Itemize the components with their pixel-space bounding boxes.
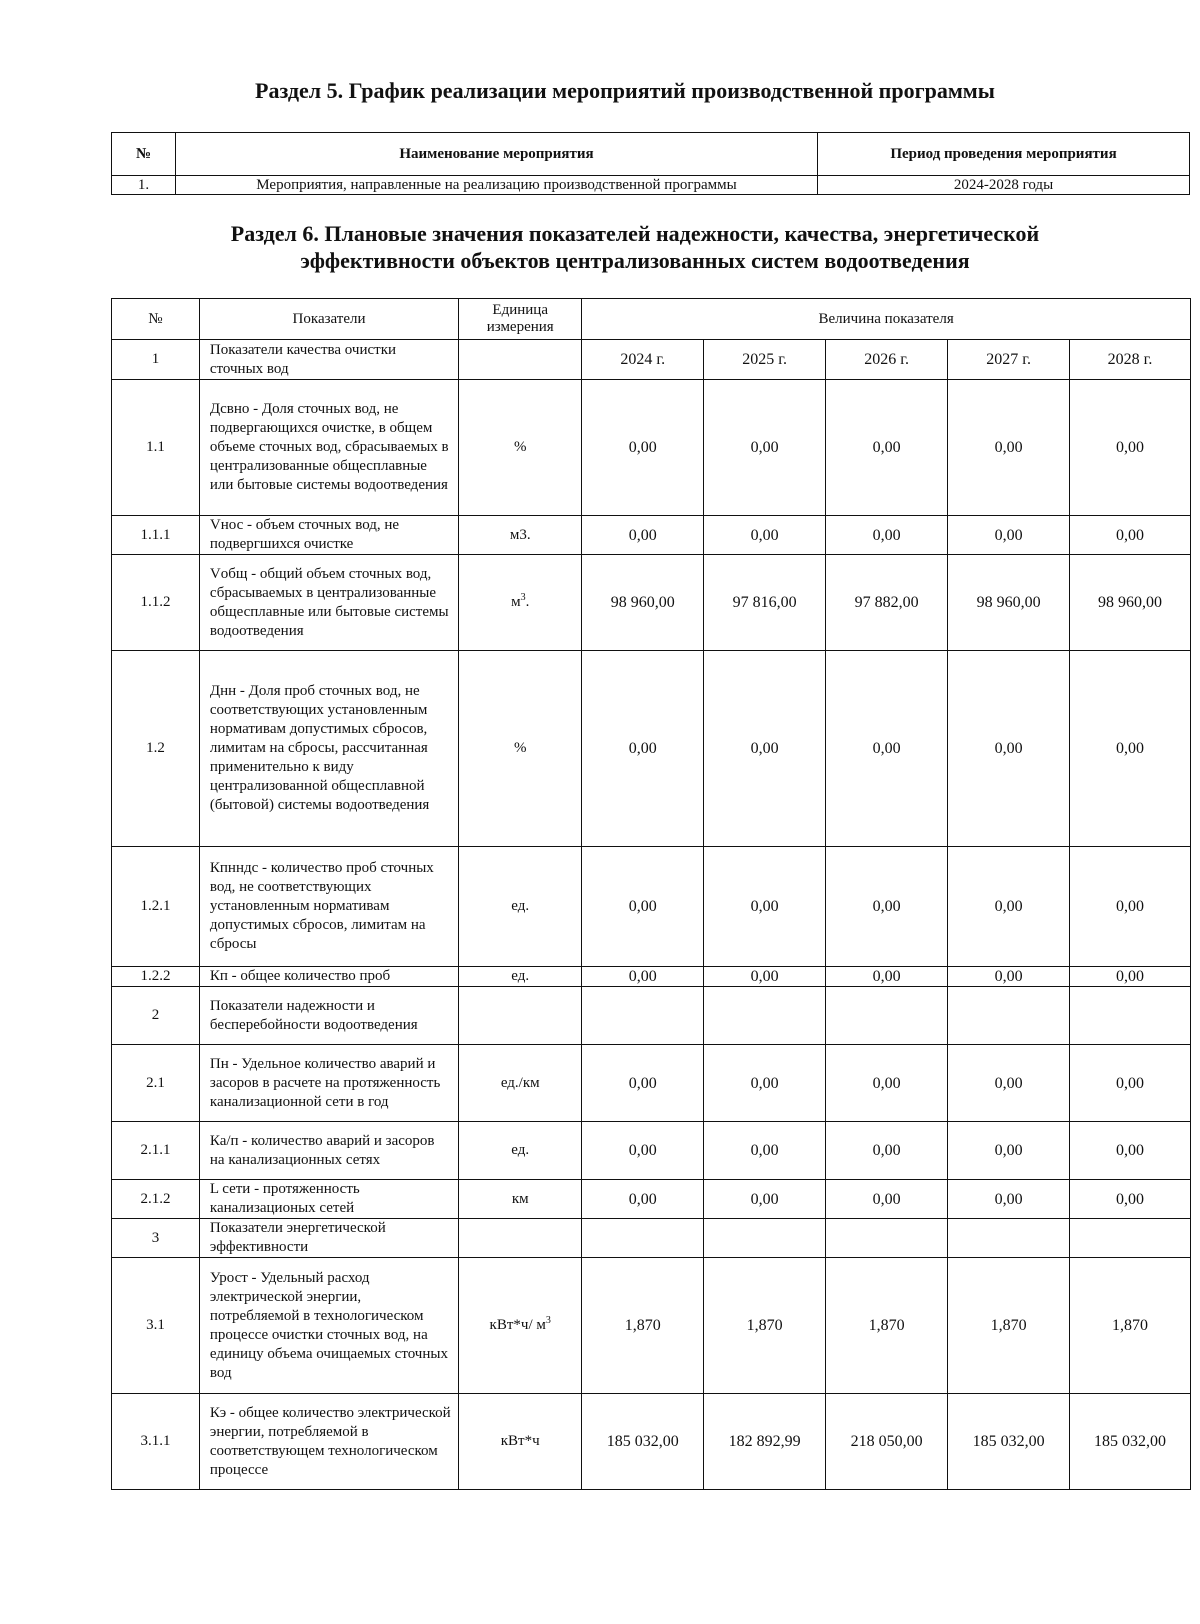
value-cell: 0,00 bbox=[704, 651, 826, 847]
value-cell: 0,00 bbox=[826, 380, 948, 516]
indicator-name: Vнос - объем сточных вод, не подвергшихся очистке bbox=[199, 516, 458, 555]
value-cell: 218 050,00 bbox=[826, 1394, 948, 1490]
unit-cell bbox=[459, 847, 582, 967]
table-row bbox=[112, 1045, 1191, 1122]
section6-header-row bbox=[112, 299, 1191, 340]
indicator-name: Пн - Удельное количество аварий и засоров в расчете на протяженность канализационной сети в год bbox=[199, 1045, 458, 1122]
table-row bbox=[112, 1219, 1191, 1258]
value-cell: 1,870 bbox=[704, 1258, 826, 1394]
value-cell bbox=[826, 987, 948, 1045]
indicator-name: Показатели надежности и бесперебойности водоотведения bbox=[199, 987, 458, 1045]
table-row bbox=[112, 987, 1191, 1045]
indicator-name: Днн - Доля проб сточных вод, не соответствующих установленным нормативам допустимых сбросов, лимитам на сбросы, рассчитанная применительно к виду централизованной общесплавной (бытовой) системы водоотведения bbox=[199, 651, 458, 847]
section5-cell-num: 1. bbox=[112, 176, 176, 195]
section5-cell-period: 2024-2028 годы bbox=[818, 176, 1190, 195]
value-cell: 97 882,00 bbox=[826, 555, 948, 651]
value-cell: 0,00 bbox=[948, 847, 1070, 967]
unit-cell bbox=[459, 1180, 582, 1219]
value-cell: 0,00 bbox=[1070, 380, 1191, 516]
value-cell: 0,00 bbox=[948, 651, 1070, 847]
section6-header-value: Величина показателя bbox=[582, 299, 1191, 340]
unit-cell bbox=[459, 987, 582, 1045]
table-row bbox=[112, 967, 1191, 987]
value-cell: 98 960,00 bbox=[948, 555, 1070, 651]
value-cell: 0,00 bbox=[582, 651, 704, 847]
value-cell: 0,00 bbox=[582, 1045, 704, 1122]
table-row bbox=[112, 176, 1190, 195]
unit-text: кВт*ч bbox=[500, 1433, 540, 1449]
row-number: 1.1 bbox=[112, 380, 200, 516]
indicator-name: Урост - Удельный расход электрической энергии, потребляемой в технологическом процессе очистки сточных вод, на единицу объема очищаемых сточных вод bbox=[199, 1258, 458, 1394]
value-cell: 1,870 bbox=[948, 1258, 1070, 1394]
row-number: 2.1.1 bbox=[112, 1122, 200, 1180]
unit-text: ед. bbox=[511, 1142, 530, 1158]
value-cell bbox=[826, 1219, 948, 1258]
value-cell: 185 032,00 bbox=[1070, 1394, 1191, 1490]
row-number: 2 bbox=[112, 987, 200, 1045]
value-cell: 0,00 bbox=[948, 967, 1070, 987]
table-row bbox=[112, 340, 1191, 380]
section6-table-body bbox=[112, 340, 1191, 1490]
indicator-name: Кпнндс - количество проб сточных вод, не соответствующих установленным нормативам допустимых сбросов, лимитам на сбросы bbox=[199, 847, 458, 967]
table-row bbox=[112, 847, 1191, 967]
value-cell: 1,870 bbox=[582, 1258, 704, 1394]
value-cell: 0,00 bbox=[704, 1180, 826, 1219]
unit-text: м3. bbox=[509, 526, 531, 543]
value-cell: 0,00 bbox=[582, 847, 704, 967]
row-number: 1 bbox=[112, 340, 200, 380]
value-cell: 0,00 bbox=[826, 1122, 948, 1180]
table-row bbox=[112, 1258, 1191, 1394]
value-cell: 1,870 bbox=[1070, 1258, 1191, 1394]
value-cell bbox=[948, 987, 1070, 1045]
value-cell bbox=[582, 1219, 704, 1258]
value-cell: 0,00 bbox=[826, 967, 948, 987]
value-cell: 0,00 bbox=[704, 516, 826, 555]
value-cell: 0,00 bbox=[1070, 1180, 1191, 1219]
unit-cell bbox=[459, 340, 582, 380]
section6-title-line2: эффективности объектов централизованных систем водоотведения bbox=[300, 248, 970, 273]
section5-header-name: Наименование мероприятия bbox=[176, 133, 818, 176]
table-row bbox=[112, 1394, 1191, 1490]
table-row bbox=[112, 516, 1191, 555]
value-cell: 0,00 bbox=[826, 1180, 948, 1219]
unit-text: км bbox=[511, 1190, 529, 1207]
value-cell: 98 960,00 bbox=[582, 555, 704, 651]
indicator-name: Vобщ - общий объем сточных вод, сбрасываемых в централизованные общесплавные или бытовые системы водоотведения bbox=[199, 555, 458, 651]
unit-text: ед. bbox=[511, 968, 530, 984]
unit-suffix: . bbox=[525, 594, 530, 610]
value-cell: 0,00 bbox=[582, 1180, 704, 1219]
unit-text: % bbox=[513, 740, 527, 756]
value-cell: 2024 г. bbox=[582, 340, 704, 380]
indicator-name: Показатели энергетической эффективности bbox=[199, 1219, 458, 1258]
value-cell: 0,00 bbox=[948, 1122, 1070, 1180]
table-row bbox=[112, 380, 1191, 516]
value-cell: 0,00 bbox=[582, 380, 704, 516]
section5-title: Раздел 5. График реализации мероприятий производственной программы bbox=[255, 78, 995, 103]
unit-text: ед. bbox=[511, 898, 530, 914]
value-cell: 97 816,00 bbox=[704, 555, 826, 651]
value-cell: 0,00 bbox=[826, 516, 948, 555]
value-cell: 0,00 bbox=[1070, 847, 1191, 967]
unit-cell bbox=[459, 1394, 582, 1490]
row-number: 3.1.1 bbox=[112, 1394, 200, 1490]
value-cell: 2026 г. bbox=[826, 340, 948, 380]
unit-superscript: 3 bbox=[545, 1315, 551, 1326]
value-cell: 0,00 bbox=[704, 380, 826, 516]
value-cell bbox=[582, 987, 704, 1045]
value-cell: 0,00 bbox=[582, 516, 704, 555]
section6-header-num: № bbox=[112, 299, 200, 340]
value-cell: 182 892,99 bbox=[704, 1394, 826, 1490]
indicator-name: Ка/п - количество аварий и засоров на канализационных сетях bbox=[199, 1122, 458, 1180]
unit-cell bbox=[459, 967, 582, 987]
section6-table bbox=[111, 298, 1191, 1490]
section5-header-row bbox=[112, 133, 1190, 176]
indicator-name: Кэ - общее количество электрической энергии, потребляемой в соответствующем технологическом процессе bbox=[199, 1394, 458, 1490]
indicator-name: Показатели качества очистки сточных вод bbox=[199, 340, 458, 380]
value-cell: 0,00 bbox=[704, 967, 826, 987]
value-cell: 185 032,00 bbox=[582, 1394, 704, 1490]
value-cell bbox=[1070, 987, 1191, 1045]
value-cell: 0,00 bbox=[704, 1122, 826, 1180]
row-number: 1.2.2 bbox=[112, 967, 200, 987]
row-number: 3.1 bbox=[112, 1258, 200, 1394]
unit-superscript: 3 bbox=[520, 592, 526, 603]
table-row bbox=[112, 1180, 1191, 1219]
row-number: 1.1.2 bbox=[112, 555, 200, 651]
section6-header-indicator: Показатели bbox=[199, 299, 458, 340]
value-cell: 2027 г. bbox=[948, 340, 1070, 380]
value-cell bbox=[948, 1219, 1070, 1258]
value-cell: 2025 г. bbox=[704, 340, 826, 380]
indicator-name: Дсвно - Доля сточных вод, не подвергающихся очистке, в общем объеме сточных вод, сбрасываемых в централизованные общесплавные или бытовые системы водоотведения bbox=[199, 380, 458, 516]
row-number: 1.2 bbox=[112, 651, 200, 847]
value-cell: 0,00 bbox=[826, 1045, 948, 1122]
unit-cell bbox=[459, 651, 582, 847]
section6-title bbox=[110, 220, 1160, 274]
row-number: 2.1 bbox=[112, 1045, 200, 1122]
table-row bbox=[112, 651, 1191, 847]
value-cell bbox=[1070, 1219, 1191, 1258]
value-cell: 0,00 bbox=[1070, 516, 1191, 555]
unit-text: м bbox=[511, 594, 521, 610]
unit-text: ед./км bbox=[500, 1074, 540, 1091]
section5-header-num: № bbox=[112, 133, 176, 176]
unit-cell bbox=[459, 516, 582, 555]
indicator-name: L сети - протяженность канализационых сетей bbox=[199, 1180, 458, 1219]
value-cell: 0,00 bbox=[1070, 1045, 1191, 1122]
value-cell: 0,00 bbox=[1070, 1122, 1191, 1180]
value-cell: 0,00 bbox=[948, 380, 1070, 516]
indicator-name: Кп - общее количество проб bbox=[199, 967, 458, 987]
section6-title-line1: Раздел 6. Плановые значения показателей надежности, качества, энергетической bbox=[230, 221, 1040, 246]
value-cell: 0,00 bbox=[1070, 651, 1191, 847]
unit-cell bbox=[459, 380, 582, 516]
unit-cell bbox=[459, 1219, 582, 1258]
value-cell: 0,00 bbox=[582, 967, 704, 987]
value-cell bbox=[704, 1219, 826, 1258]
value-cell: 1,870 bbox=[826, 1258, 948, 1394]
unit-text: кВт*ч/ м bbox=[489, 1317, 546, 1333]
section5-table bbox=[111, 132, 1190, 195]
value-cell: 185 032,00 bbox=[948, 1394, 1070, 1490]
value-cell: 0,00 bbox=[1070, 967, 1191, 987]
unit-cell bbox=[459, 555, 582, 651]
unit-cell bbox=[459, 1045, 582, 1122]
value-cell: 0,00 bbox=[704, 847, 826, 967]
value-cell: 98 960,00 bbox=[1070, 555, 1191, 651]
row-number: 1.1.1 bbox=[112, 516, 200, 555]
row-number: 1.2.1 bbox=[112, 847, 200, 967]
unit-text: % bbox=[513, 439, 527, 455]
unit-cell bbox=[459, 1122, 582, 1180]
value-cell bbox=[704, 987, 826, 1045]
table-row bbox=[112, 555, 1191, 651]
table-row bbox=[112, 1122, 1191, 1180]
value-cell: 0,00 bbox=[704, 1045, 826, 1122]
value-cell: 0,00 bbox=[826, 847, 948, 967]
value-cell: 2028 г. bbox=[1070, 340, 1191, 380]
value-cell: 0,00 bbox=[948, 516, 1070, 555]
value-cell: 0,00 bbox=[826, 651, 948, 847]
section6-header-unit: Единица измерения bbox=[459, 299, 582, 340]
section5-header-period: Период проведения мероприятия bbox=[818, 133, 1190, 176]
section5-cell-name: Мероприятия, направленные на реализацию производственной программы bbox=[176, 176, 818, 195]
row-number: 3 bbox=[112, 1219, 200, 1258]
row-number: 2.1.2 bbox=[112, 1180, 200, 1219]
unit-cell bbox=[459, 1258, 582, 1394]
value-cell: 0,00 bbox=[948, 1180, 1070, 1219]
value-cell: 0,00 bbox=[948, 1045, 1070, 1122]
value-cell: 0,00 bbox=[582, 1122, 704, 1180]
